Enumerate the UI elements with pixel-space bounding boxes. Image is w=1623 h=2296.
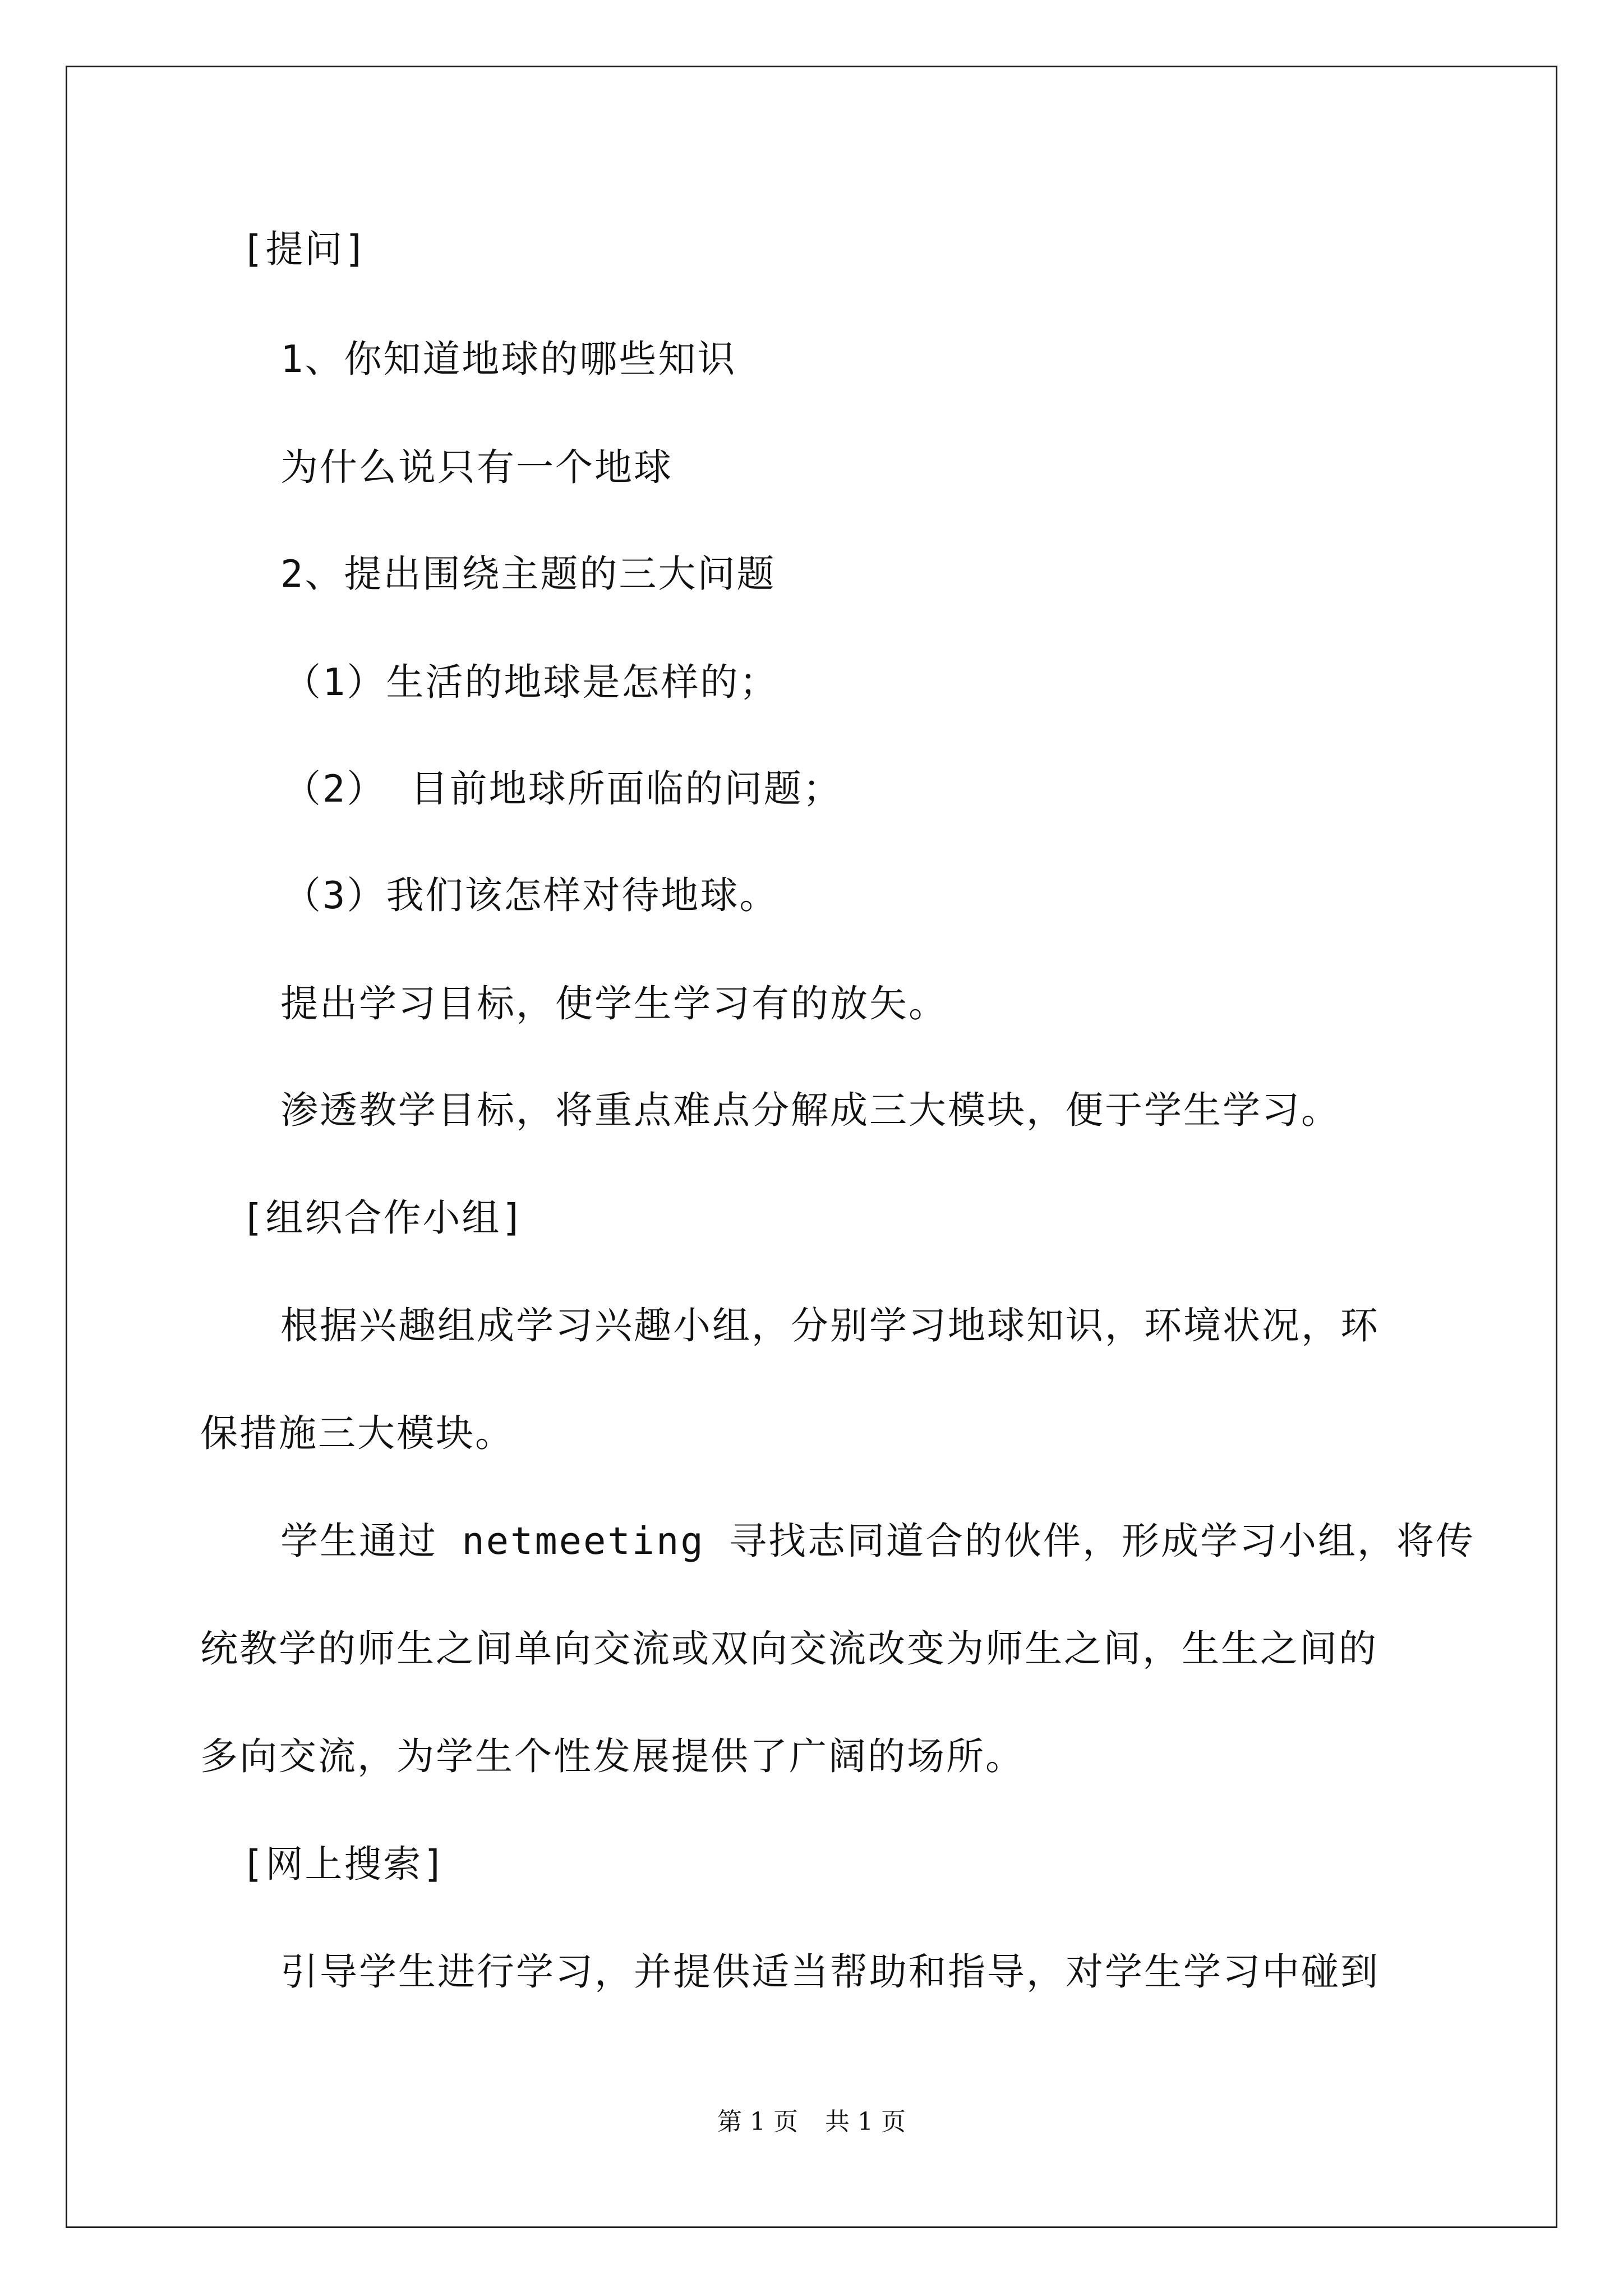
page-border [66,66,1557,2228]
paragraph-question-1b: 为什么说只有一个地球 [280,445,673,489]
paragraph-netmeeting-line-1: 学生通过 netmeeting 寻找志同道合的伙伴，形成学习小组，将传 [280,1519,1476,1563]
paragraph-guide: 引导学生进行学习，并提供适当帮助和指导，对学生学习中碰到 [280,1950,1380,1994]
paragraph-question-1: 1、你知道地球的哪些知识 [280,337,737,381]
paragraph-item-1: （1）生活的地球是怎样的； [283,660,779,704]
page-number-current: 第 1 页 [717,2108,798,2136]
paragraph-item-2: （2） 目前地球所面临的问题； [283,767,842,811]
heading-tiwen: [提问] [241,227,368,271]
page-number-total: 共 1 页 [825,2108,906,2136]
paragraph-teaching-goals: 渗透教学目标，将重点难点分解成三大模块，便于学生学习。 [280,1088,1340,1132]
paragraph-group-line-1: 根据兴趣组成学习兴趣小组，分别学习地球知识，环境状况，环 [280,1304,1380,1347]
paragraph-netmeeting-line-2: 统教学的师生之间单向交流或双向交流改变为师生之间，生生之间的 [200,1627,1378,1671]
page-footer [0,2108,1623,2136]
heading-search: [网上搜索] [241,1842,447,1886]
paragraph-item-3: （3）我们该怎样对待地球。 [283,873,779,917]
paragraph-goals: 提出学习目标，使学生学习有的放矢。 [280,982,948,1025]
paragraph-netmeeting-line-3: 多向交流，为学生个性发展提供了广阔的场所。 [200,1734,1025,1778]
heading-group: [组织合作小组] [241,1196,525,1240]
paragraph-question-2: 2、提出围绕主题的三大问题 [280,552,776,596]
paragraph-group-line-2: 保措施三大模块。 [200,1411,514,1455]
